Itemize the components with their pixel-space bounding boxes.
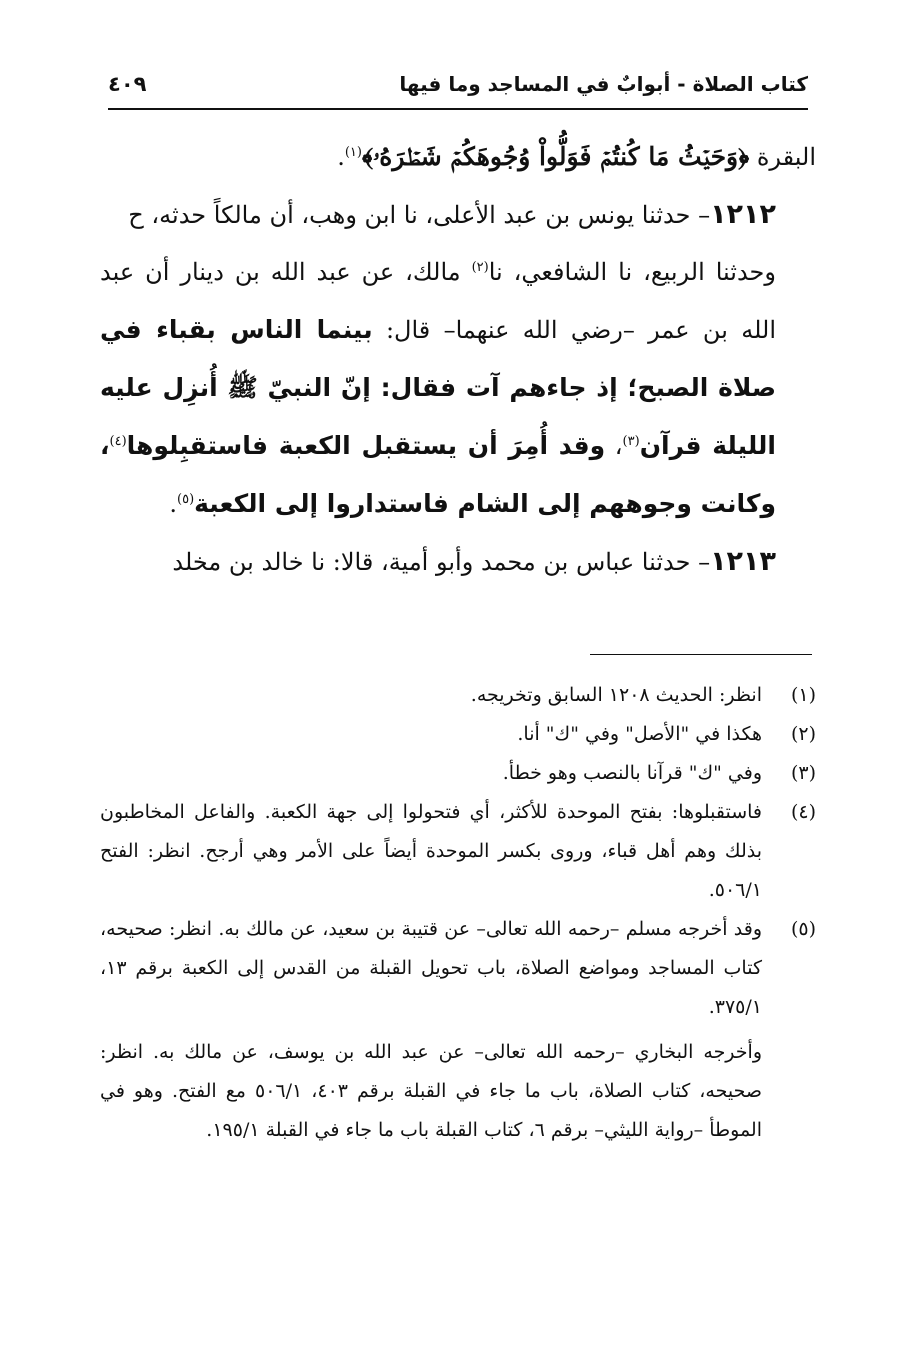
hadith-isnad: – حدثنا عباس بن محمد وأبو أمية، قالا: نا خالد بن مخلد [172, 548, 711, 576]
sentence-end: . [169, 490, 177, 518]
verse-end: . [337, 143, 345, 171]
footnote-4 [100, 793, 816, 910]
footnote-number: (٥) [790, 918, 816, 940]
hadith-1213 [100, 533, 816, 591]
footnote-text: هكذا في "الأصل" وفي "ك" أنا. [517, 723, 762, 745]
footnote-ref: (٤) [109, 434, 127, 449]
main-text [100, 128, 816, 591]
footnote-ref: (٢) [471, 260, 489, 275]
hadith-isnad: – حدثنا يونس بن عبد الأعلى، نا ابن وهب، أن مالكاً حدثه، ح [128, 201, 711, 229]
matn-text: بينما الناس بقباء في صلاة الصبح؛ إذ جاءهم آت فقال: إنّ النبيّ ﷺ أُنزِل عليه الليلة قرآن [100, 315, 776, 460]
footnote-ref: (٣) [622, 434, 640, 449]
header-rule [108, 108, 808, 110]
page-number: ٤٠٩ [108, 72, 147, 96]
hadith-1212 [100, 186, 816, 244]
verse-prefix: البقرة [749, 143, 816, 171]
footnote-2 [100, 715, 816, 754]
running-header [108, 68, 808, 108]
verse-line [100, 128, 816, 186]
footnote-separator [590, 654, 812, 655]
hadith-number: ١٢١٢ [710, 199, 776, 230]
footnote-ref: (١) [344, 145, 362, 160]
footnote-text: انظر: الحديث ١٢٠٨ السابق وتخريجه. [470, 684, 762, 706]
footnote-number: (٤) [790, 801, 816, 823]
quran-verse: ﴿وَحَيۡثُ مَا كُنتُمۡ فَوَلُّواْ وُجُوهَكُمۡ شَطۡرَهُۥ﴾ [361, 142, 750, 171]
footnote-3 [100, 754, 816, 793]
footnote-text: وفي "ك" قرآنا بالنصب وهو خطأ. [502, 762, 762, 784]
footnote-number: (٣) [790, 762, 816, 784]
isnad-text: مالك، عن عبد الله بن دينار أن عبد الله بن عمر –رضي الله عنهما– قال: [100, 258, 776, 344]
footnote-number: (٢) [790, 723, 816, 745]
separator: ، [605, 432, 623, 460]
isnad-text: وحدثنا الربيع، نا الشافعي، نا [488, 258, 776, 286]
matn-text: ، وكانت وجوههم إلى الشام فاستداروا إلى الكعبة [100, 431, 776, 518]
footnotes [100, 676, 816, 1150]
hadith-1212-body [100, 244, 816, 533]
footnote-text: فاستقبلوها: بفتح الموحدة للأكثر، أي فتحولوا إلى جهة الكعبة. والفاعل المخاطبون بذلك وهم أهل قباء، وروى بكسر الموحدة أيضاً على الأمر وهي أرجح. انظر: الفتح ٥٠٦/١. [100, 801, 762, 901]
footnote-5-continued: وأخرجه البخاري –رحمه الله تعالى– عن عبد الله بن يوسف، عن مالك به. انظر: صحيحه، كتاب الصلاة، باب ما جاء في القبلة برقم ٤٠٣، ٥٠٦/١ مع الفتح. وهو في الموطأ –رواية الليثي– برقم ٦، كتاب القبلة باب ما جاء في القبلة ١٩٥/١. [100, 1041, 763, 1141]
footnote-ref: (٥) [177, 492, 195, 507]
hadith-number: ١٢١٣ [710, 546, 776, 577]
footnote-5 [100, 910, 816, 1027]
header-title: كتاب الصلاة - أبوابٌ في المساجد وما فيها [399, 72, 808, 96]
matn-text: وقد أُمِرَ أن يستقبل الكعبة فاستقبِلوها [126, 431, 606, 460]
footnote-text: وقد أخرجه مسلم –رحمه الله تعالى– عن قتيبة بن سعيد، عن مالك به. انظر: صحيحه، كتاب المساجد ومواضع الصلاة، باب تحويل القبلة من القدس إلى الكعبة برقم ١٣، ٣٧٥/١. [100, 918, 762, 1018]
footnote-1 [100, 676, 816, 715]
footnote-number: (١) [790, 684, 816, 706]
